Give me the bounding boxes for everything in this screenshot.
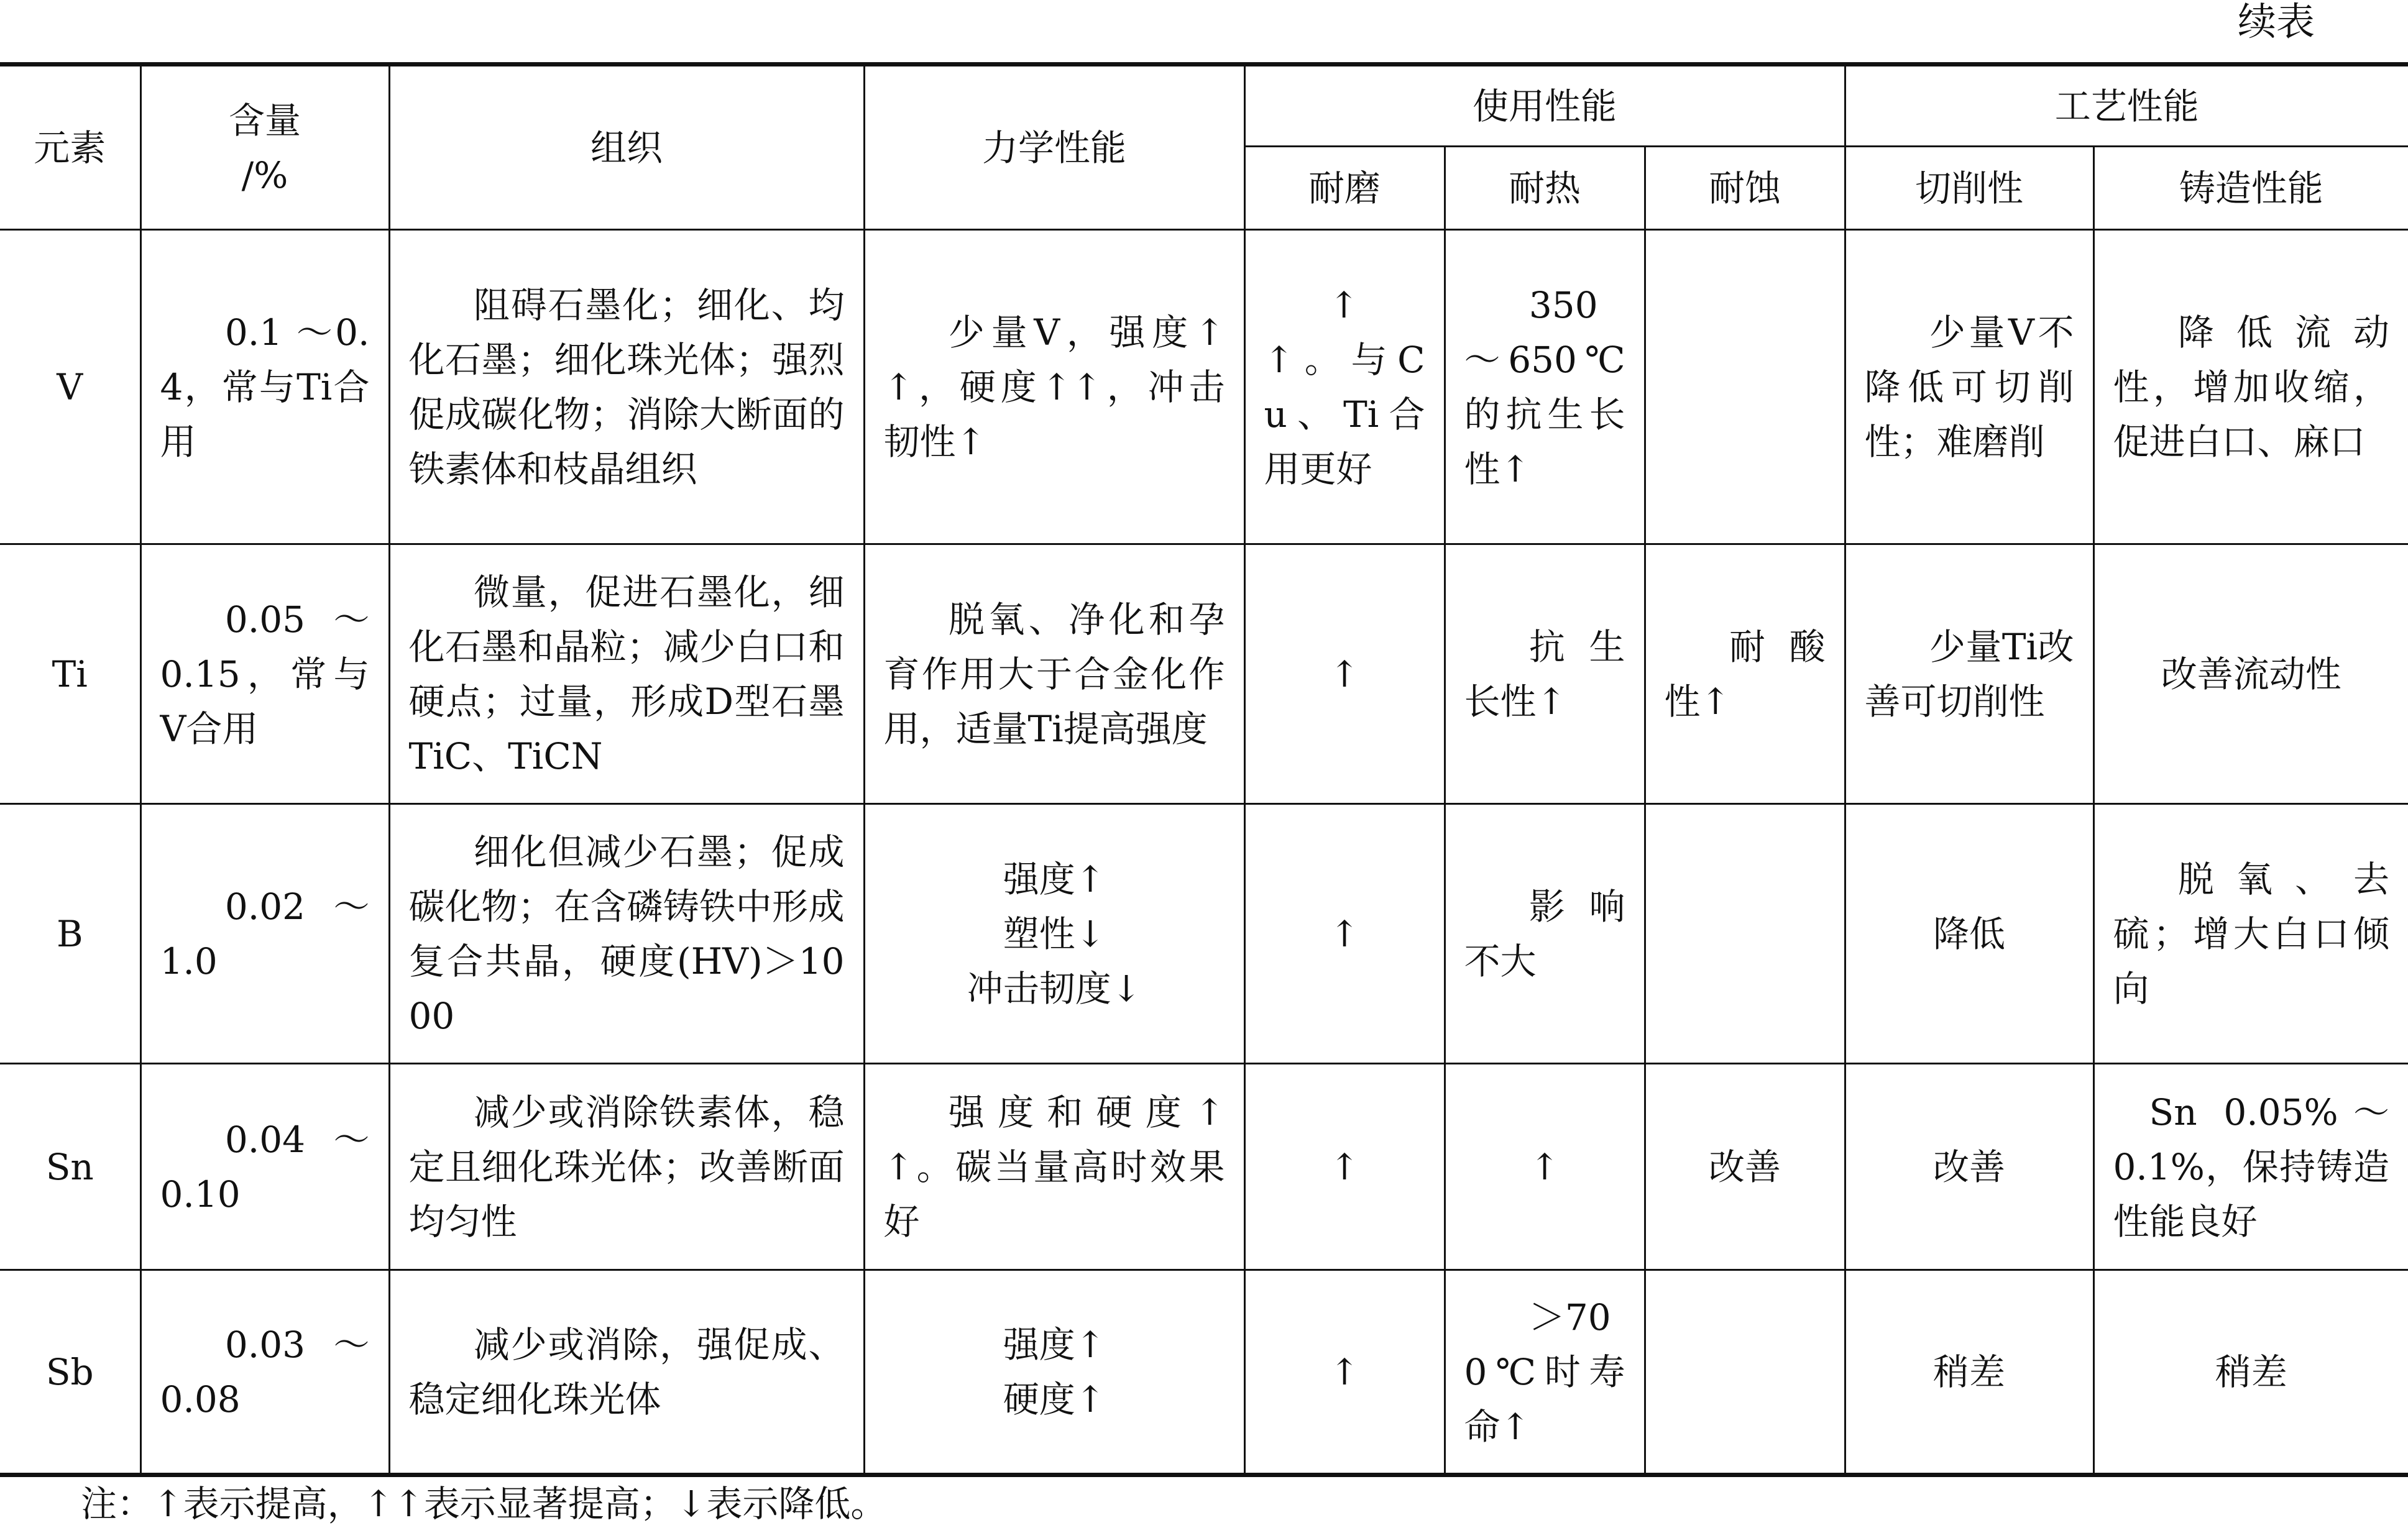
table-row — [0, 1064, 2408, 1270]
cell-content: 0.03 ～0.08 — [140, 1270, 389, 1475]
cell-machinability: 降低 — [1845, 804, 2093, 1064]
cell-mechanical: 强度和硬度↑↑。碳当量高时效果好 — [864, 1064, 1244, 1270]
cell-structure: 微量，促进石墨化，细化石墨和晶粒；减少白口和硬点；过量，形成D型石墨 TiC、TiCN — [389, 544, 864, 804]
cell-machinability: 稍差 — [1845, 1270, 2093, 1475]
header-casting: 铸造性能 — [2093, 147, 2408, 230]
header-machinability: 切削性 — [1845, 147, 2093, 230]
cell-heat: 抗生长性↑ — [1445, 544, 1645, 804]
cell-machinability: 少量Ti改善可切削性 — [1845, 544, 2093, 804]
cell-machinability: 改善 — [1845, 1064, 2093, 1270]
cell-casting: 稍差 — [2093, 1270, 2408, 1475]
cell-element: V — [0, 230, 140, 544]
cell-casting: 降低流动性，增加收缩，促进白口、麻口 — [2093, 230, 2408, 544]
cell-mechanical: 强度↑ 塑性↓ 冲击韧度↓ — [864, 804, 1244, 1064]
cell-heat: ↑ — [1445, 1064, 1645, 1270]
header-service-properties: 使用性能 — [1244, 65, 1845, 147]
table-row — [0, 1270, 2408, 1475]
cell-wear: ↑ — [1244, 1270, 1445, 1475]
cell-structure: 细化但减少石墨；促成碳化物；在含磷铸铁中形成复合共晶，硬度(HV)＞1000 — [389, 804, 864, 1064]
cell-content: 0.05 ～0.15，常与V合用 — [140, 544, 389, 804]
cell-element: Sn — [0, 1064, 140, 1270]
header-element: 元素 — [0, 65, 140, 230]
table-note: 注：↑表示提高，↑↑表示显著提高；↓表示降低。 — [81, 1483, 887, 1525]
cell-structure: 减少或消除铁素体，稳定且细化珠光体；改善断面均匀性 — [389, 1064, 864, 1270]
cell-casting: 改善流动性 — [2093, 544, 2408, 804]
table-row — [0, 230, 2408, 544]
cell-mechanical: 少量V，强度↑↑，硬度↑↑，冲击韧性↑ — [864, 230, 1244, 544]
header-heat: 耐热 — [1445, 147, 1645, 230]
header-mechanical: 力学性能 — [864, 65, 1244, 230]
cell-corrosion: 改善 — [1645, 1064, 1845, 1270]
table-row — [0, 804, 2408, 1064]
cell-wear: ↑↑。与Cu、Ti合用更好 — [1244, 230, 1445, 544]
cell-structure: 阻碍石墨化；细化、均化石墨；细化珠光体；强烈促成碳化物；消除大断面的铁素体和枝晶组织 — [389, 230, 864, 544]
cell-structure: 减少或消除，强促成、稳定细化珠光体 — [389, 1270, 864, 1475]
cell-corrosion — [1645, 230, 1845, 544]
cell-mechanical: 强度↑ 硬度↑ — [864, 1270, 1244, 1475]
cell-element: B — [0, 804, 140, 1064]
continued-label: 续表 — [2237, 0, 2315, 44]
cell-element: Ti — [0, 544, 140, 804]
cell-element: Sb — [0, 1270, 140, 1475]
cell-heat: ＞700℃时寿命↑ — [1445, 1270, 1645, 1475]
alloy-element-table — [0, 62, 2408, 1477]
cell-heat: 350～650℃的抗生长性↑ — [1445, 230, 1645, 544]
cell-content: 0.1 ～0.4，常与Ti合用 — [140, 230, 389, 544]
cell-casting: Sn 0.05%～0.1%，保持铸造性能良好 — [2093, 1064, 2408, 1270]
cell-corrosion — [1645, 1270, 1845, 1475]
header-content: 含量 /% — [140, 65, 389, 230]
cell-wear: ↑ — [1244, 804, 1445, 1064]
cell-content: 0.04 ～0.10 — [140, 1064, 389, 1270]
header-corrosion: 耐蚀 — [1645, 147, 1845, 230]
cell-wear: ↑ — [1244, 1064, 1445, 1270]
cell-corrosion: 耐酸性↑ — [1645, 544, 1845, 804]
cell-mechanical: 脱氧、净化和孕育作用大于合金化作用，适量Ti提高强度 — [864, 544, 1244, 804]
header-structure: 组织 — [389, 65, 864, 230]
table-row — [0, 544, 2408, 804]
header-wear: 耐磨 — [1244, 147, 1445, 230]
cell-machinability: 少量V不降低可切削性；难磨削 — [1845, 230, 2093, 544]
cell-casting: 脱氧、去硫；增大白口倾向 — [2093, 804, 2408, 1064]
cell-corrosion — [1645, 804, 1845, 1064]
cell-content: 0.02 ～1.0 — [140, 804, 389, 1064]
cell-heat: 影响不大 — [1445, 804, 1645, 1064]
cell-wear: ↑ — [1244, 544, 1445, 804]
header-process-properties: 工艺性能 — [1845, 65, 2408, 147]
